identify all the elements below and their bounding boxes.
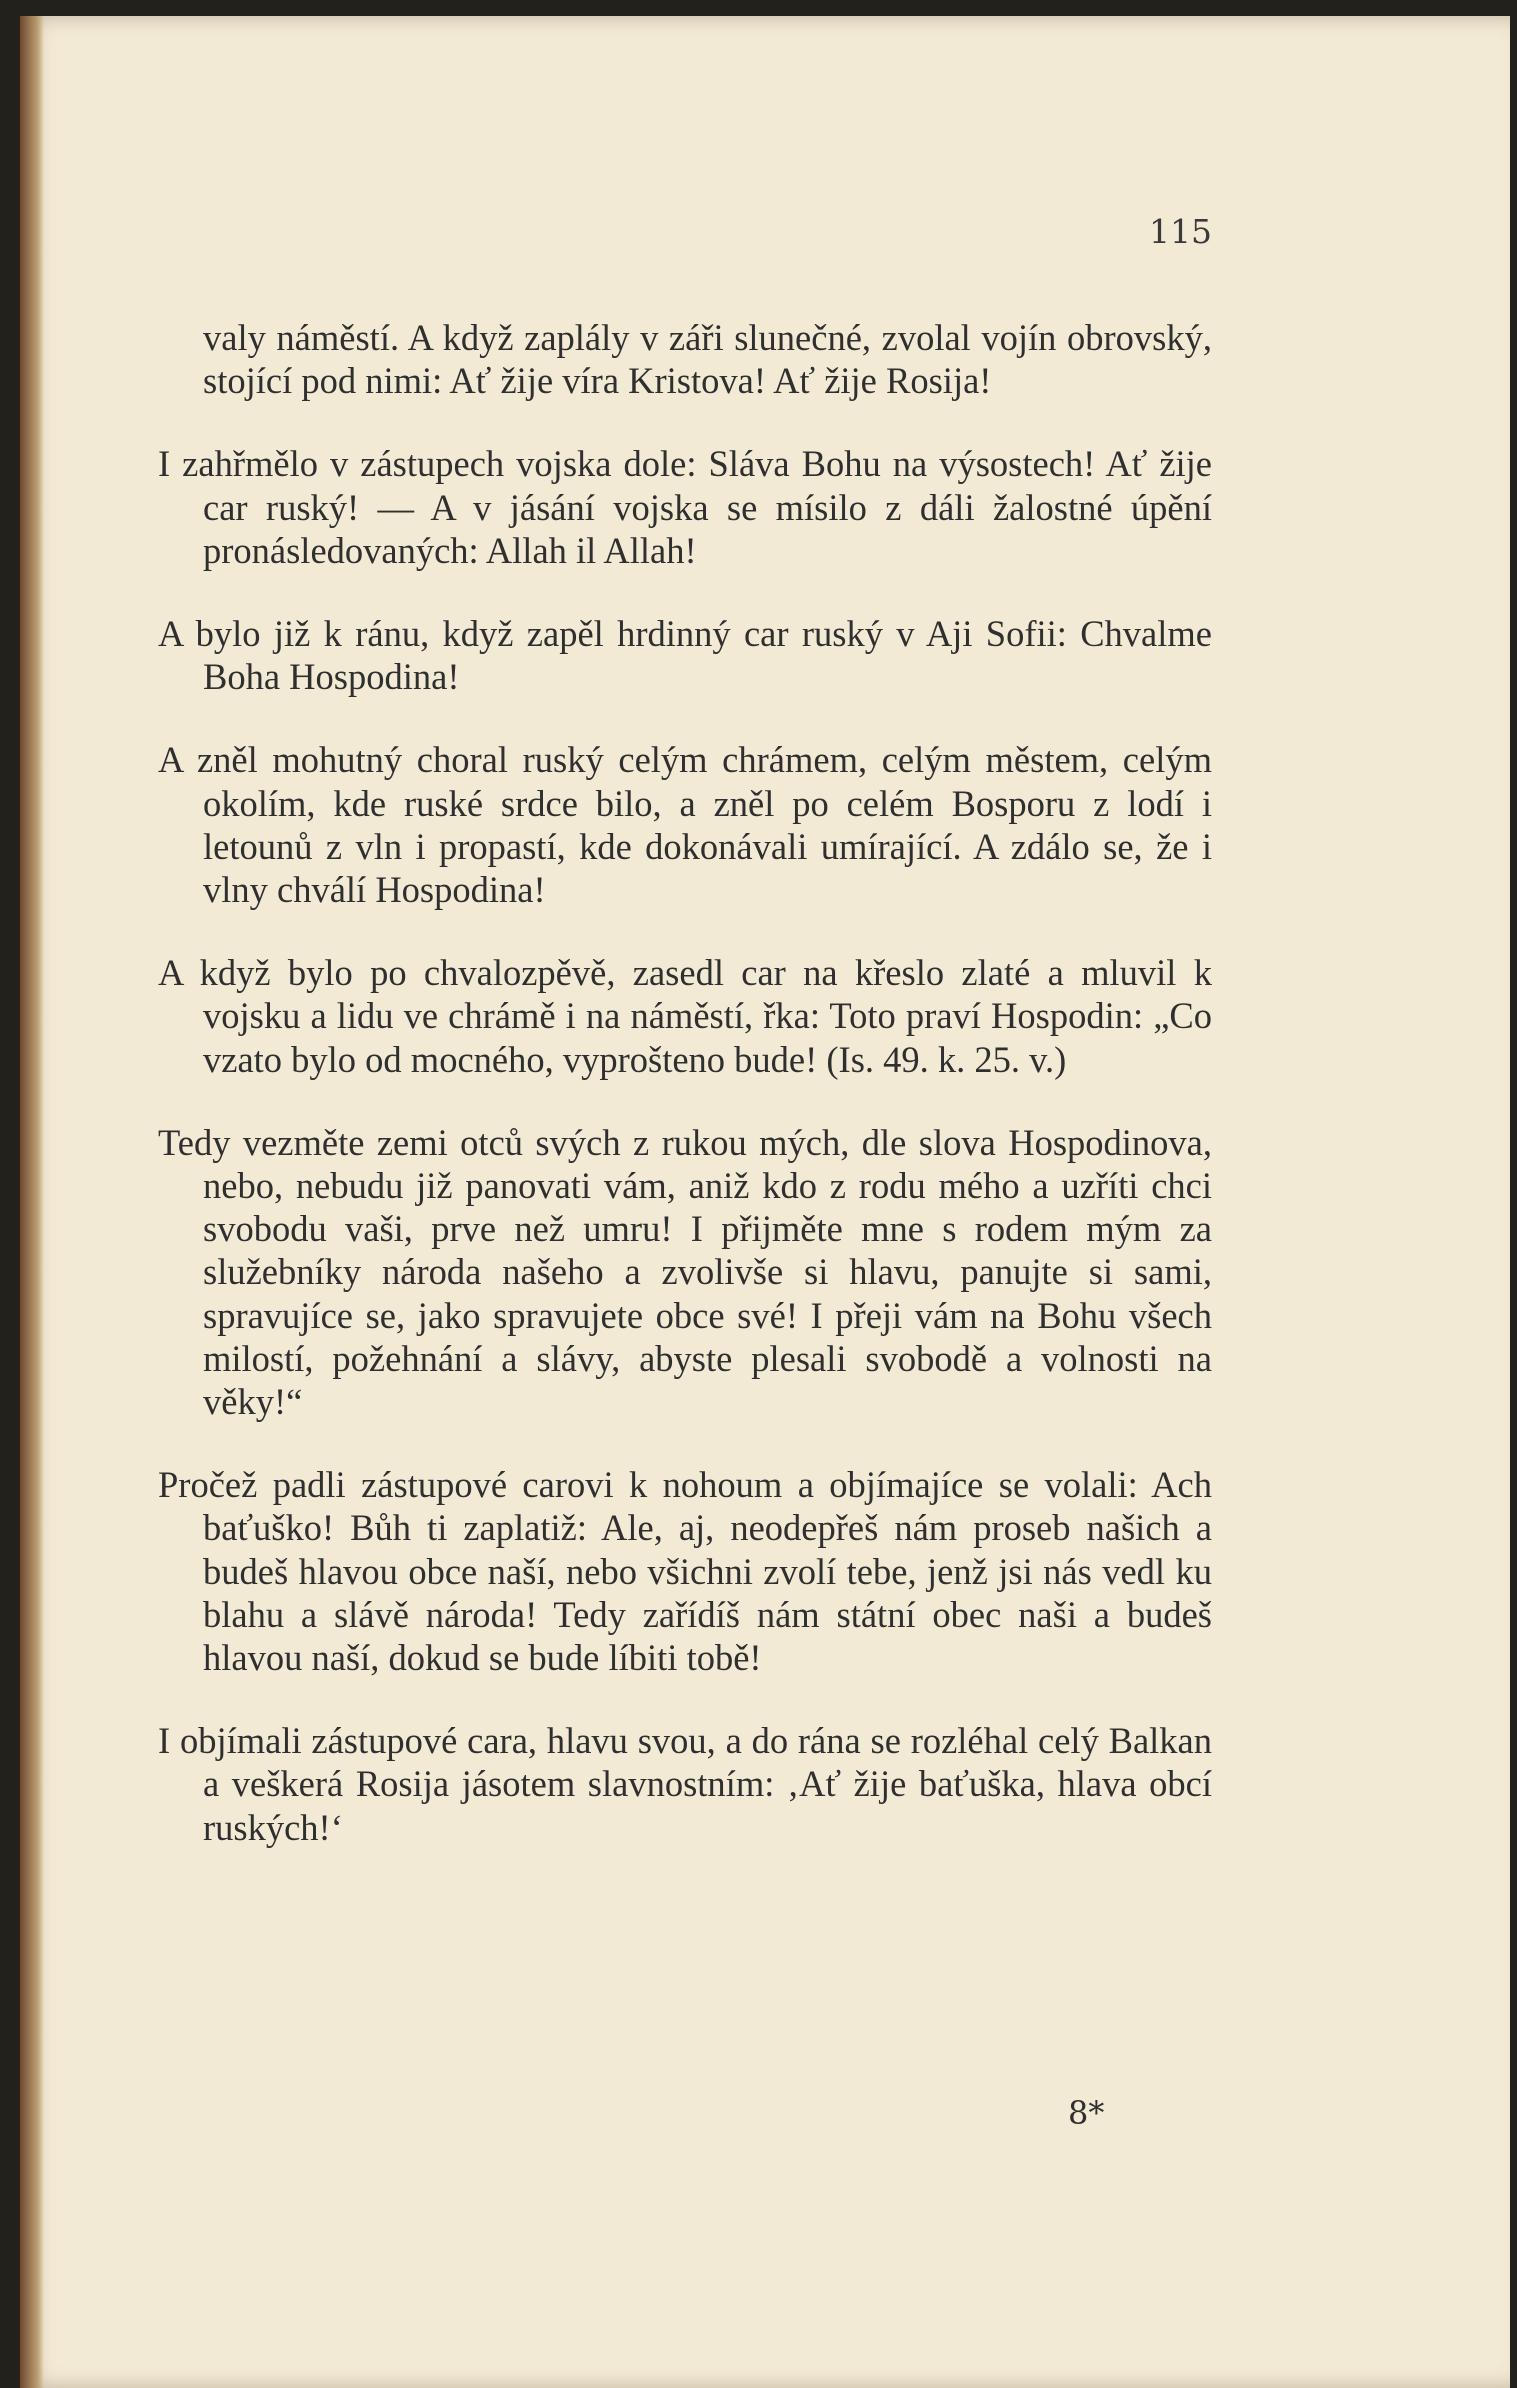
paragraph-5: A když bylo po chvalozpěvě, zasedl car na křeslo zlaté a mluvil k vojsku a lidu ve chrámě i na náměstí, řka: Toto praví Hospodin: „Co vzato bylo od mocného, vyprošteno bude! (Is. 49. k. 25. v.) xyxy=(158,952,1212,1080)
signature-mark: 8* xyxy=(1068,2094,1105,2132)
paragraph-8: I objímali zástupové cara, hlavu svou, a do rána se rozléhal celý Balkan a veškerá Rosija jásotem slavnostním: ‚Ať žije baťuška, hlava obcí ruských!‘ xyxy=(158,1720,1212,1848)
page-spine-shadow xyxy=(20,16,44,2388)
page-number: 115 xyxy=(1149,212,1212,251)
paragraph-4: A zněl mohutný choral ruský celým chrámem, celým městem, celým okolím, kde ruské srdce bilo, a zněl po celém Bosporu z lodí i letounů z vln i propastí, kde dokonávali umírající. A zdálo se, že i vlny chválí Hospodina! xyxy=(158,739,1212,911)
body-text xyxy=(158,316,1212,1889)
book-page xyxy=(20,16,1510,2388)
paragraph-2: I zahřmělo v zástupech vojska dole: Sláva Bohu na výsostech! Ať žije car ruský! — A v jásání vojska se mísilo z dáli žalostné úpění pronásledovaných: Allah il Allah! xyxy=(158,443,1212,571)
paragraph-6: Tedy vezměte zemi otců svých z rukou mých, dle slova Hospodinova, nebo, nebudu již panovati vám, aniž kdo z rodu mého a uzříti chci svobodu vaši, prve než umru! I přijměte mne s rodem mým za služebníky národa našeho a zvolivše si hlavu, panujte si sami, spravujíce se, jako spravujete obce své! I přeji vám na Bohu všech milostí, požehnání a slávy, abyste plesali svobodě a volnosti na věky!“ xyxy=(158,1121,1212,1423)
paragraph-1: valy náměstí. A když zaplály v záři slunečné, zvolal vojín obrovský, stojící pod nimi: Ať žije víra Kristova! Ať žije Rosija! xyxy=(203,317,1212,402)
paragraph-7: Pročež padli zástupové carovi k nohoum a objímajíce se volali: Ach baťuško! Bůh ti zaplatiž: Ale, aj, neodepřeš nám proseb našich a budeš hlavou obce naší, nebo všichni zvolí tebe, jenž jsi nás vedl ku blahu a slávě národa! Tedy zařídíš nám státní obec naši a budeš hlavou naší, dokud se bude líbiti tobě! xyxy=(158,1464,1212,1679)
paragraph-3: A bylo již k ránu, když zapěl hrdinný car ruský v Aji Sofii: Chvalme Boha Hospodina! xyxy=(158,613,1212,698)
